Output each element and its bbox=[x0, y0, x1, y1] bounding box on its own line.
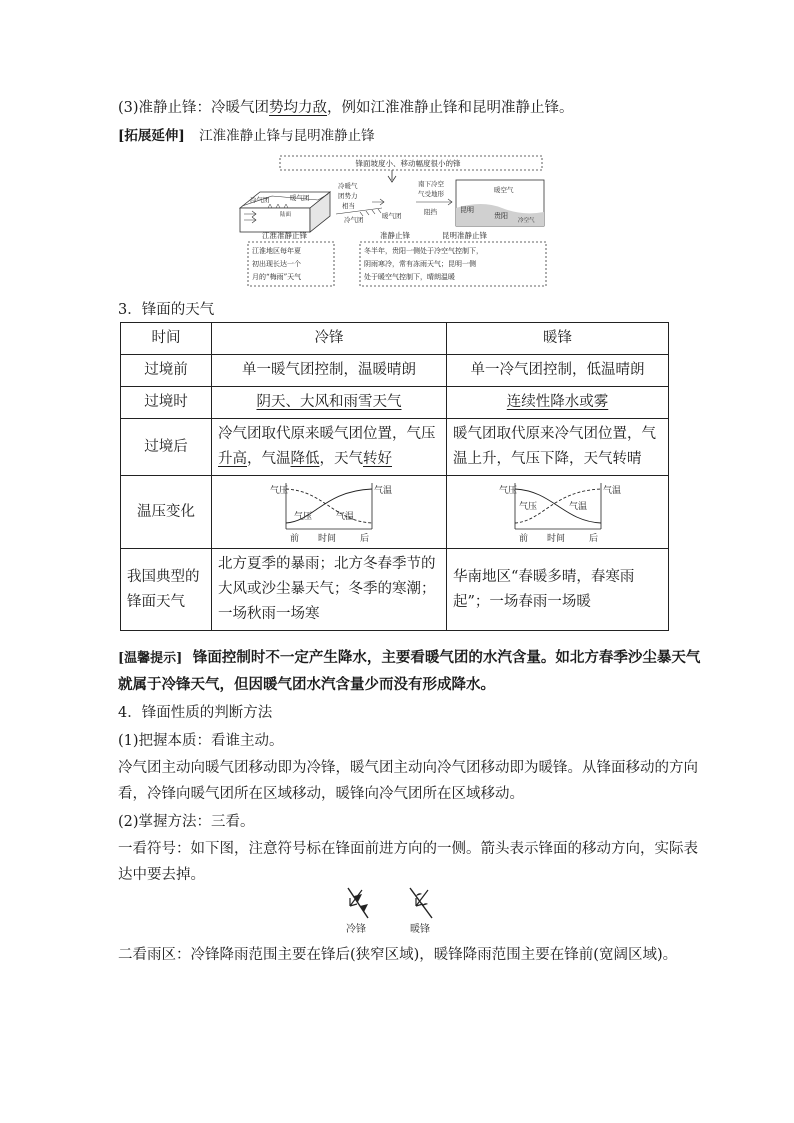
header-cold-front: 冷锋 bbox=[212, 323, 447, 355]
section-4-body-2: 看，冷锋向暖气团所在区域移动，暖锋向冷气团所在区域移动。 bbox=[118, 786, 524, 802]
paragraph-quasi-stationary-front: (3)准静止锋：冷暖气团势均力敌，例如江淮准静止锋和昆明准静止锋。 bbox=[118, 100, 574, 116]
section-4-sub-1: (1)把握本质：看谁主动。 bbox=[118, 733, 284, 749]
figure-mid-text1: 冷暖气 bbox=[338, 182, 358, 190]
tip-line-1: [温馨提示] 锋面控制时不一定产生降水，主要看暖气团的水汽含量。如北方春季沙尘暴天气 bbox=[118, 649, 701, 666]
look-1-line-a: 一看符号：如下图，注意符号标在锋面前进方向的一侧。箭头表示锋面的移动方向，实际表 bbox=[118, 841, 698, 857]
svg-text:气压: 气压 bbox=[518, 502, 537, 512]
warm-cell: 连续性降水或雾 bbox=[506, 394, 609, 410]
row-label: 过境前 bbox=[121, 355, 212, 387]
table-row-during bbox=[121, 387, 669, 419]
svg-text:气温: 气温 bbox=[602, 486, 621, 496]
figure-left-cold: 冷气团 bbox=[250, 196, 270, 204]
tip-tag: [温馨提示] bbox=[118, 651, 183, 666]
figure-box-left-1: 江淮地区每年夏 bbox=[252, 247, 301, 255]
warm-chart-cell bbox=[447, 476, 669, 549]
cold-cell: 单一暖气团控制，温暖晴朗 bbox=[212, 355, 447, 387]
svg-text:时间: 时间 bbox=[546, 534, 565, 544]
front-weather-table bbox=[120, 322, 669, 631]
figure-right-text3: 阻挡 bbox=[424, 208, 437, 216]
svg-text:前: 前 bbox=[518, 534, 528, 544]
figure-box-right-2: 阴雨寒冷，常有冻雨天气；昆明一侧 bbox=[364, 260, 476, 268]
svg-text:气压: 气压 bbox=[270, 486, 289, 496]
figure-box-right-3: 处于暖空气控制下，晴朗温暖 bbox=[364, 273, 455, 281]
warm-front-label: 暖锋 bbox=[410, 924, 430, 934]
underlined-key-term: 势均力敌 bbox=[269, 100, 328, 116]
stationary-front-figure bbox=[232, 152, 552, 288]
figure-mid-cold: 冷气团 bbox=[344, 216, 364, 224]
table-row-before bbox=[121, 355, 669, 387]
svg-text:气温: 气温 bbox=[568, 502, 587, 512]
figure-right-cold: 冷空气 bbox=[518, 218, 535, 224]
figure-box-left-2: 初出现长达一个 bbox=[252, 260, 301, 268]
cold-cell: 冷气团取代原来暖气团位置，气压升高，气温降低，天气转好 bbox=[212, 419, 447, 476]
section-4-sub-2: (2)掌握方法：三看。 bbox=[118, 814, 255, 830]
row-label: 过境后 bbox=[121, 419, 212, 476]
table-header-row bbox=[121, 323, 669, 355]
figure-right-kunming: 昆明 bbox=[460, 206, 474, 214]
svg-text:时间: 时间 bbox=[318, 534, 337, 544]
table-row-typical-weather bbox=[121, 549, 669, 631]
svg-text:气温: 气温 bbox=[336, 512, 355, 522]
extension-title: 江淮准静止锋与昆明准静止锋 bbox=[199, 128, 375, 144]
cold-front-symbol-icon bbox=[348, 888, 368, 918]
table-row-after bbox=[121, 419, 669, 476]
extension-heading bbox=[118, 124, 375, 144]
section-4-body-1: 冷气团主动向暖气团移动即为冷锋，暖气团主动向冷气团移动即为暖锋。从锋面移动的方向 bbox=[118, 760, 698, 776]
figure-left-warm: 暖气团 bbox=[290, 194, 310, 202]
look-2-line: 二看雨区：冷锋降雨范围主要在锋后(狭窄区域)，暖锋降雨范围主要在锋前(宽阔区域)。 bbox=[118, 947, 678, 963]
svg-text:气压: 气压 bbox=[294, 512, 313, 522]
figure-label-left: 江淮准静止锋 bbox=[262, 231, 307, 240]
row-label: 我国典型的锋面天气 bbox=[121, 549, 212, 631]
section-4-title: 4．锋面性质的判断方法 bbox=[118, 705, 273, 721]
svg-text:后: 后 bbox=[360, 534, 370, 544]
section-3-title: 3．锋面的天气 bbox=[118, 302, 215, 318]
figure-box-right-1: 冬半年，贵阳一侧处于冷空气控制下， bbox=[364, 247, 483, 255]
svg-text:前: 前 bbox=[290, 534, 300, 544]
svg-text:气温: 气温 bbox=[374, 486, 393, 496]
tip-line-2: 就属于冷锋天气，但因暖气团水汽含量少而没有形成降水。 bbox=[118, 676, 495, 693]
cold-front-label: 冷锋 bbox=[346, 924, 366, 934]
svg-text:后: 后 bbox=[588, 534, 598, 544]
figure-right-text2: 气受地形 bbox=[418, 190, 444, 198]
header-warm-front: 暖锋 bbox=[447, 323, 669, 355]
front-symbols bbox=[340, 884, 450, 934]
warm-cell: 华南地区“春暖多晴，春寒雨起”；一场春雨一场暖 bbox=[447, 549, 669, 631]
figure-mid-warm: 暖气团 bbox=[382, 212, 402, 220]
cold-cell: 阴天、大风和雨雪天气 bbox=[256, 394, 402, 410]
warm-front-temp-pressure-chart bbox=[493, 479, 623, 545]
warm-cell: 暖气团取代原来冷气团位置，气温上升，气压下降，天气转晴 bbox=[447, 419, 669, 476]
figure-top-note: 锋面坡度小、移动幅度很小的锋 bbox=[355, 159, 461, 168]
warm-front-symbol-icon bbox=[410, 888, 432, 918]
figure-left-land: 陆面 bbox=[280, 212, 292, 218]
row-label: 温压变化 bbox=[121, 476, 212, 549]
extension-tag: [拓展延伸] bbox=[118, 128, 185, 144]
cold-chart-cell bbox=[212, 476, 447, 549]
figure-right-guiyang: 贵阳 bbox=[494, 212, 508, 220]
figure-right-text1: 南下冷空 bbox=[418, 180, 444, 188]
svg-text:气压: 气压 bbox=[498, 486, 517, 496]
figure-mid-text3: 相当 bbox=[342, 202, 355, 210]
cold-cell: 北方夏季的暴雨；北方冬春季节的大风或沙尘暴天气；冬季的寒潮；一场秋雨一场寒 bbox=[212, 549, 447, 631]
cold-front-temp-pressure-chart bbox=[264, 479, 394, 545]
figure-right-warm: 暖空气 bbox=[494, 186, 514, 194]
table-row-temp-pressure bbox=[121, 476, 669, 549]
figure-mid-text2: 团势力 bbox=[338, 192, 358, 200]
warm-cell: 单一冷气团控制，低温晴朗 bbox=[447, 355, 669, 387]
figure-label-right: 昆明准静止锋 bbox=[442, 231, 487, 240]
row-label: 过境时 bbox=[121, 387, 212, 419]
look-1-line-b: 达中要去掉。 bbox=[118, 867, 205, 883]
figure-box-left-3: 月的“梅雨”天气 bbox=[252, 273, 302, 281]
header-time: 时间 bbox=[121, 323, 212, 355]
figure-label-mid: 准静止锋 bbox=[380, 231, 410, 240]
